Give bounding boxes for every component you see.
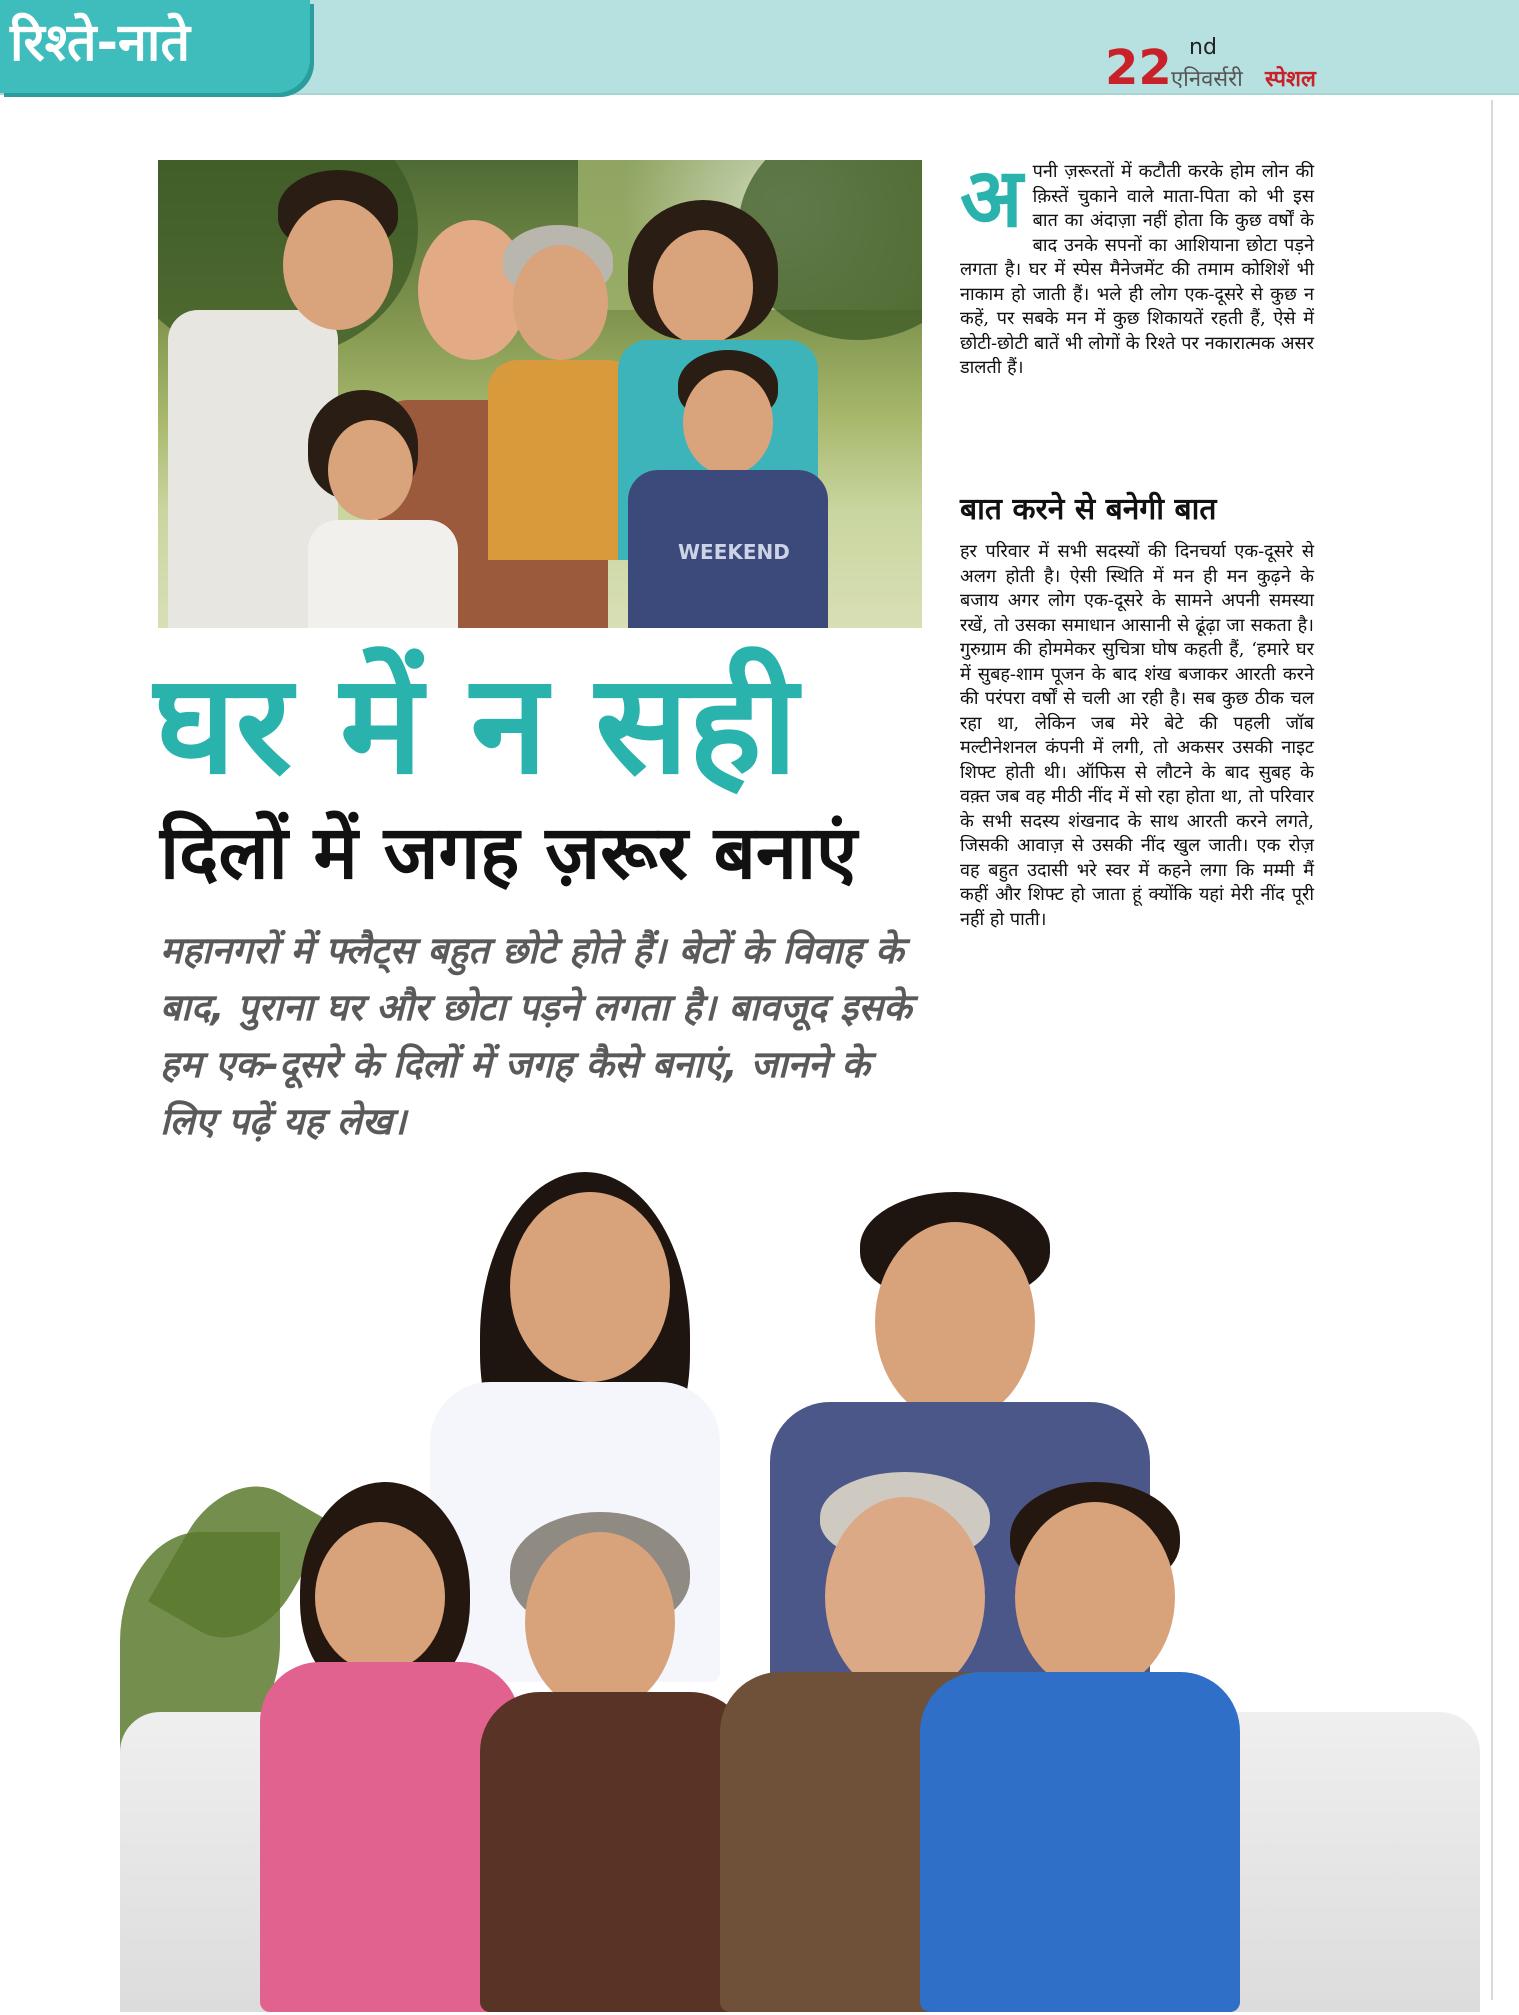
intro-paragraph-block [960, 151, 1314, 381]
page-edge-rule [1491, 100, 1493, 2000]
person-face [283, 200, 393, 330]
article-lead: महानगरों में फ्लैट्स बहुत छोटे होते हैं। बेटों के विवाह के बाद, पुराना घर और छोटा पड़ने लगता है। बावजूद इसके हम एक-दूसरे के दिलों में जगह कैसे बनाएं, जानने के लिए पढ़ें यह लेख। [160, 929, 912, 1143]
person-face [875, 1222, 1035, 1422]
section-title: रिश्ते-नाते [10, 13, 191, 73]
section-subheading: बात करने से बनेगी बात [960, 492, 1217, 527]
person-face [683, 370, 773, 475]
person-face [525, 1532, 675, 1712]
person-face [510, 1192, 670, 1382]
person-face [513, 245, 608, 360]
headline-sub: दिलों में जगह ज़रूर बनाएं [160, 810, 858, 896]
headline-main: घर में न सही [154, 644, 798, 805]
person-face [315, 1522, 445, 1672]
section-tab [0, 0, 310, 93]
anniversary-word: एनिवर्सरी [1171, 67, 1243, 92]
drop-cap: अ [960, 151, 1023, 246]
anniversary-special: स्पेशल [1265, 67, 1316, 92]
intro-paragraph: पनी ज़रूरतों में कटौती करके होम लोन की क़िस्तें चुकाने वाले माता-पिता को भी इस बात का अंदाज़ा नहीं होता कि कुछ वर्षों के बाद उनके सपनों का आशियाना छोटा पड़ने लगता है। घर में स्पेस मैनेजमेंट की तमाम कोशिशें भी नाकाम हो जाती हैं। भले ही लोग एक-दूसरे से कुछ न कहें, पर सबके मन में कुछ शिकायतें रहती हैं, ऐसे में छोटी-छोटी बातें भी लोगों के रिश्ते पर नकारात्मक असर डालती हैं। [960, 161, 1314, 378]
person-face [1015, 1502, 1175, 1692]
person-tshirt [920, 1672, 1240, 2012]
family-sofa-photo [120, 1152, 1480, 2012]
body-paragraph: हर परिवार में सभी सदस्यों की दिनचर्या एक-दूसरे से अलग होती है। ऐसी स्थिति में मन ही मन कुढ़ने के बजाय अगर लोग एक-दूसरे के सामने अपनी समस्या रखें, तो उसका समाधान आसानी से ढूंढ़ा जा सकता है। गुरुग्राम की होममेकर सुचित्रा घोष कहती हैं, ‘हमारे घर में सुबह-शाम पूजन के बाद शंख बजाकर आरती करने की परंपरा वर्षों से चली आ रही है। सब कुछ ठीक चल रहा था, लेकिन जब मेरे बेटे की पहली जॉब मल्टीनेशनल कंपनी में लगी, तो अकसर उसकी नाइट शिफ्ट होती थी। ऑफिस से लौटने के बाद सुबह के वक़्त जब वह मीठी नींद में सो रहा होता था, तो परिवार के सभी सदस्य शंखनाद के साथ आरती करने लगते, जिसकी आवाज़ से उसकी नींद खुल जाती। एक रोज़ वह बहुत उदासी भरे स्वर में कहने लगा कि मम्मी मैं कहीं और शिफ्ट हो जाता हूं क्योंकि यहां मेरी नींद पूरी नहीं हो पाती। [960, 541, 1314, 930]
shirt-print-text: WEEKEND [678, 540, 790, 564]
person-shirt [488, 360, 638, 560]
anniversary-suffix: nd [1189, 35, 1217, 60]
person-face [653, 230, 753, 345]
boy-shirt [628, 470, 828, 628]
person-saree [480, 1692, 750, 2012]
person-shirt [308, 520, 458, 628]
person-face [825, 1497, 985, 1697]
family-outdoor-photo [158, 160, 922, 628]
person-face [328, 420, 413, 520]
anniversary-badge [1105, 30, 1405, 96]
anniversary-number: 22 [1105, 40, 1172, 96]
